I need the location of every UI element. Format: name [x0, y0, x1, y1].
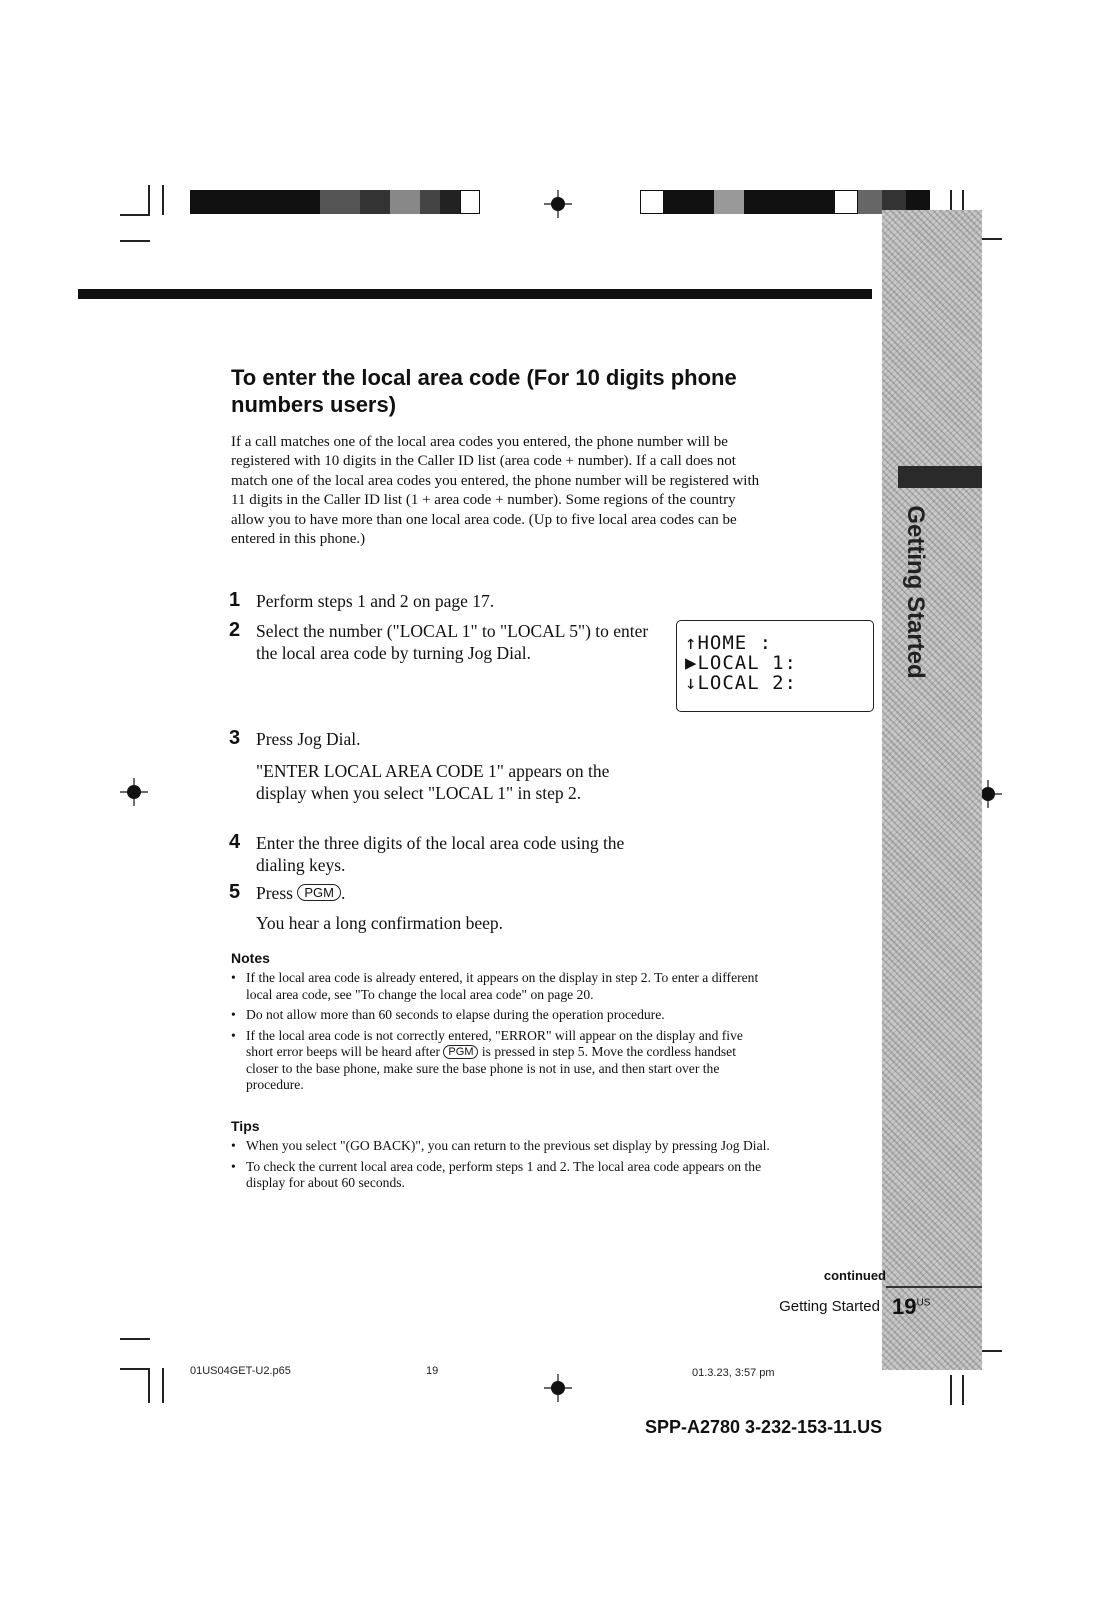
crop-mark — [120, 240, 150, 242]
side-tab — [882, 210, 982, 1370]
crop-mark — [162, 1368, 164, 1403]
step-text: Select the number ("LOCAL 1" to "LOCAL 5") to enter the local area code by turning Jog Dial. — [256, 621, 649, 663]
slug-page: 19 — [426, 1365, 439, 1377]
step-number: 5 — [229, 881, 241, 903]
display-line: ↑HOME : — [685, 632, 773, 654]
registration-mark-icon — [544, 190, 572, 218]
side-tab-label: Getting Started — [902, 505, 929, 679]
crop-mark — [962, 1375, 964, 1405]
crop-mark — [950, 1375, 952, 1405]
side-tab-marker — [898, 466, 982, 488]
page-heading: To enter the local area code (For 10 digits phone numbers users) — [231, 365, 737, 417]
crop-mark — [120, 214, 150, 216]
note-item: • If the local area code is not correctly entered, "ERROR" will appear on the display and five short error beeps will be heard after PGM is pressed in step 5. Move the cordless handset closer to the base phone, make sure the base phone is not in use, and then start over the procedure. — [231, 1028, 771, 1094]
tip-item: • To check the current local area code, perform steps 1 and 2. The local area code appears on the display for about 60 seconds. — [231, 1159, 771, 1192]
step-text: Press PGM . — [256, 883, 346, 903]
tips-list — [231, 1138, 771, 1196]
crop-mark — [120, 1368, 150, 1370]
notes-heading: Notes — [231, 950, 270, 966]
slug-file: 01US04GET-U2.p65 — [190, 1365, 291, 1377]
page-number: $19^{US}$ — [892, 1294, 931, 1319]
note-item: • Do not allow more than 60 seconds to elapse during the operation procedure. — [231, 1007, 771, 1024]
color-bar-left — [190, 190, 480, 214]
step-number: 2 — [229, 619, 241, 641]
continued-label: continued — [823, 1268, 886, 1283]
step-detail: "ENTER LOCAL AREA CODE 1" appears on the display when you select "LOCAL 1" in step 2. — [256, 761, 610, 803]
slug-date: 01.3.23, 3:57 pm — [692, 1367, 775, 1379]
lcd-display — [676, 620, 874, 712]
model-code: SPP-A2780 3-232-153-11.US — [645, 1417, 883, 1437]
step-text: Enter the three digits of the local area code using the dialing keys. — [256, 833, 625, 875]
crop-mark — [120, 1338, 150, 1340]
footer-rule — [886, 1286, 982, 1288]
step-number: 4 — [229, 831, 241, 853]
crop-mark — [148, 185, 150, 215]
step-detail: You hear a long confirmation beep. — [256, 913, 504, 933]
tip-item: • When you select "(GO BACK)", you can return to the previous set display by pressing Jog Dial. — [231, 1138, 771, 1155]
note-item: • If the local area code is already entered, it appears on the display in step 2. To enter a different local area code, see "To change the local area code" on page 20. — [231, 970, 771, 1003]
tips-heading: Tips — [231, 1118, 260, 1134]
registration-mark-icon — [544, 1374, 572, 1402]
display-line: ↓LOCAL 2: — [685, 672, 797, 694]
intro-paragraph: If a call matches one of the local area codes you entered, the phone number will be registered with 10 digits in the Caller ID list (area code + number). If a call does not match one of the local area codes you entered, the phone number will be registered with 11 digits in the Caller ID list (1 + area code + number). Some regions of the country allow you to have more than one local area code. (Up to five local area codes can be entered in this phone.) — [231, 434, 760, 548]
pgm-key-icon: PGM — [297, 884, 341, 901]
crop-mark — [148, 1368, 150, 1403]
step-number: 3 — [229, 727, 241, 749]
section-name: Getting Started — [779, 1298, 880, 1315]
registration-mark-icon — [120, 778, 148, 806]
pgm-key-icon: PGM — [443, 1045, 478, 1059]
display-line: ▶LOCAL 1: — [685, 652, 797, 674]
notes-list — [231, 970, 771, 1098]
header-rule — [78, 289, 872, 299]
step-number: 1 — [229, 589, 241, 611]
step-text: Perform steps 1 and 2 on page 17. — [256, 591, 495, 611]
crop-mark — [162, 185, 164, 215]
step-text: Press Jog Dial. — [256, 729, 361, 749]
